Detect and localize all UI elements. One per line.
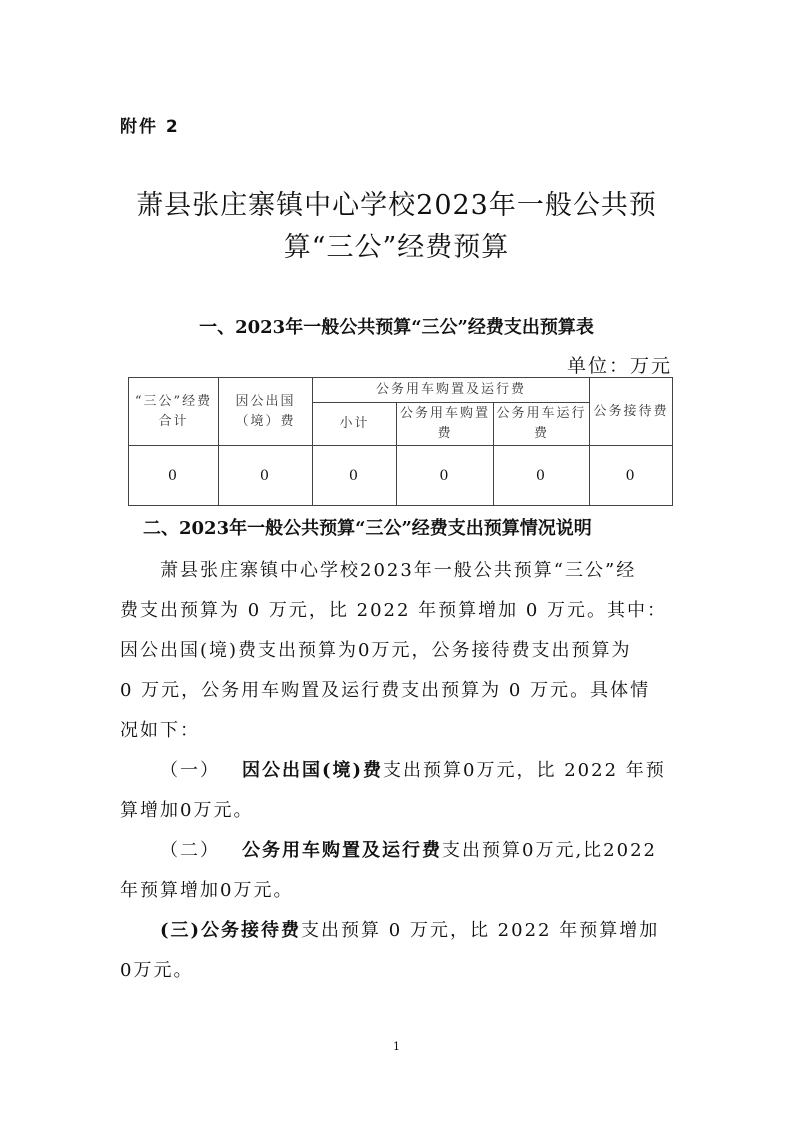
cell-vehicle-operation: 0	[494, 446, 590, 506]
item-2-prefix: （二）	[160, 840, 220, 861]
table-row	[129, 446, 673, 506]
page-number: 1	[393, 1040, 400, 1053]
item-2-label: 公务用车购置及运行费	[242, 840, 442, 861]
item-1-text: 支出预算0万元，比 2022 年预	[383, 760, 666, 781]
budget-table	[128, 377, 673, 506]
header-vehicle-group: 公务用车购置及运行费	[313, 378, 590, 403]
item-2-text: 支出预算0万元,比2022	[442, 840, 657, 861]
item-2-line1	[160, 836, 657, 862]
item-3-label: 公务接待费	[201, 920, 302, 941]
item-1-line1	[160, 756, 666, 782]
attachment-label: 附件 2	[120, 117, 180, 137]
item-3-line1	[160, 916, 659, 942]
header-reception: 公务接待费	[590, 378, 673, 446]
intro-line-1: 萧县张庄寨镇中心学校2023年一般公共预算“三公”经	[160, 560, 637, 581]
item-1-line2: 算增加0万元。	[120, 800, 254, 821]
unit-label: 单位：万元	[566, 355, 672, 377]
document-title-line2: 算“三公”经费预算	[283, 232, 510, 263]
section2-heading: 二、2023年一般公共预算“三公”经费支出预算情况说明	[143, 518, 592, 539]
intro-line-3: 因公出国(境)费支出预算为0万元，公务接待费支出预算为	[120, 640, 632, 661]
intro-line-4: 0 万元，公务用车购置及运行费支出预算为 0 万元。具体情	[120, 680, 651, 701]
intro-line-2: 费支出预算为 0 万元，比 2022 年预算增加 0 万元。其中：	[120, 600, 668, 621]
header-vehicle-subtotal: 小计	[313, 403, 397, 446]
header-overseas: 因公出国（境）费	[219, 378, 313, 446]
header-vehicle-purchase: 公务用车购置费	[397, 403, 494, 446]
cell-total: 0	[129, 446, 219, 506]
cell-reception: 0	[590, 446, 673, 506]
intro-line-5: 况如下：	[120, 720, 200, 741]
cell-vehicle-subtotal: 0	[313, 446, 397, 506]
item-1-prefix: （一）	[160, 760, 220, 781]
item-3-text: 支出预算 0 万元，比 2022 年预算增加	[301, 920, 660, 941]
table-header-row	[129, 378, 673, 403]
item-3-line2: 0万元。	[120, 960, 194, 981]
document-title-line1: 萧县张庄寨镇中心学校2023年一般公共预	[136, 190, 657, 221]
header-vehicle-operation: 公务用车运行费	[494, 403, 590, 446]
section1-heading: 一、2023年一般公共预算“三公”经费支出预算表	[199, 317, 594, 338]
cell-vehicle-purchase: 0	[397, 446, 494, 506]
cell-overseas: 0	[219, 446, 313, 506]
header-total: “三公”经费合计	[129, 378, 219, 446]
item-1-label: 因公出国(境)费	[242, 760, 384, 781]
item-2-line2: 年预算增加0万元。	[120, 880, 294, 901]
item-3-prefix: (三)	[160, 920, 202, 941]
